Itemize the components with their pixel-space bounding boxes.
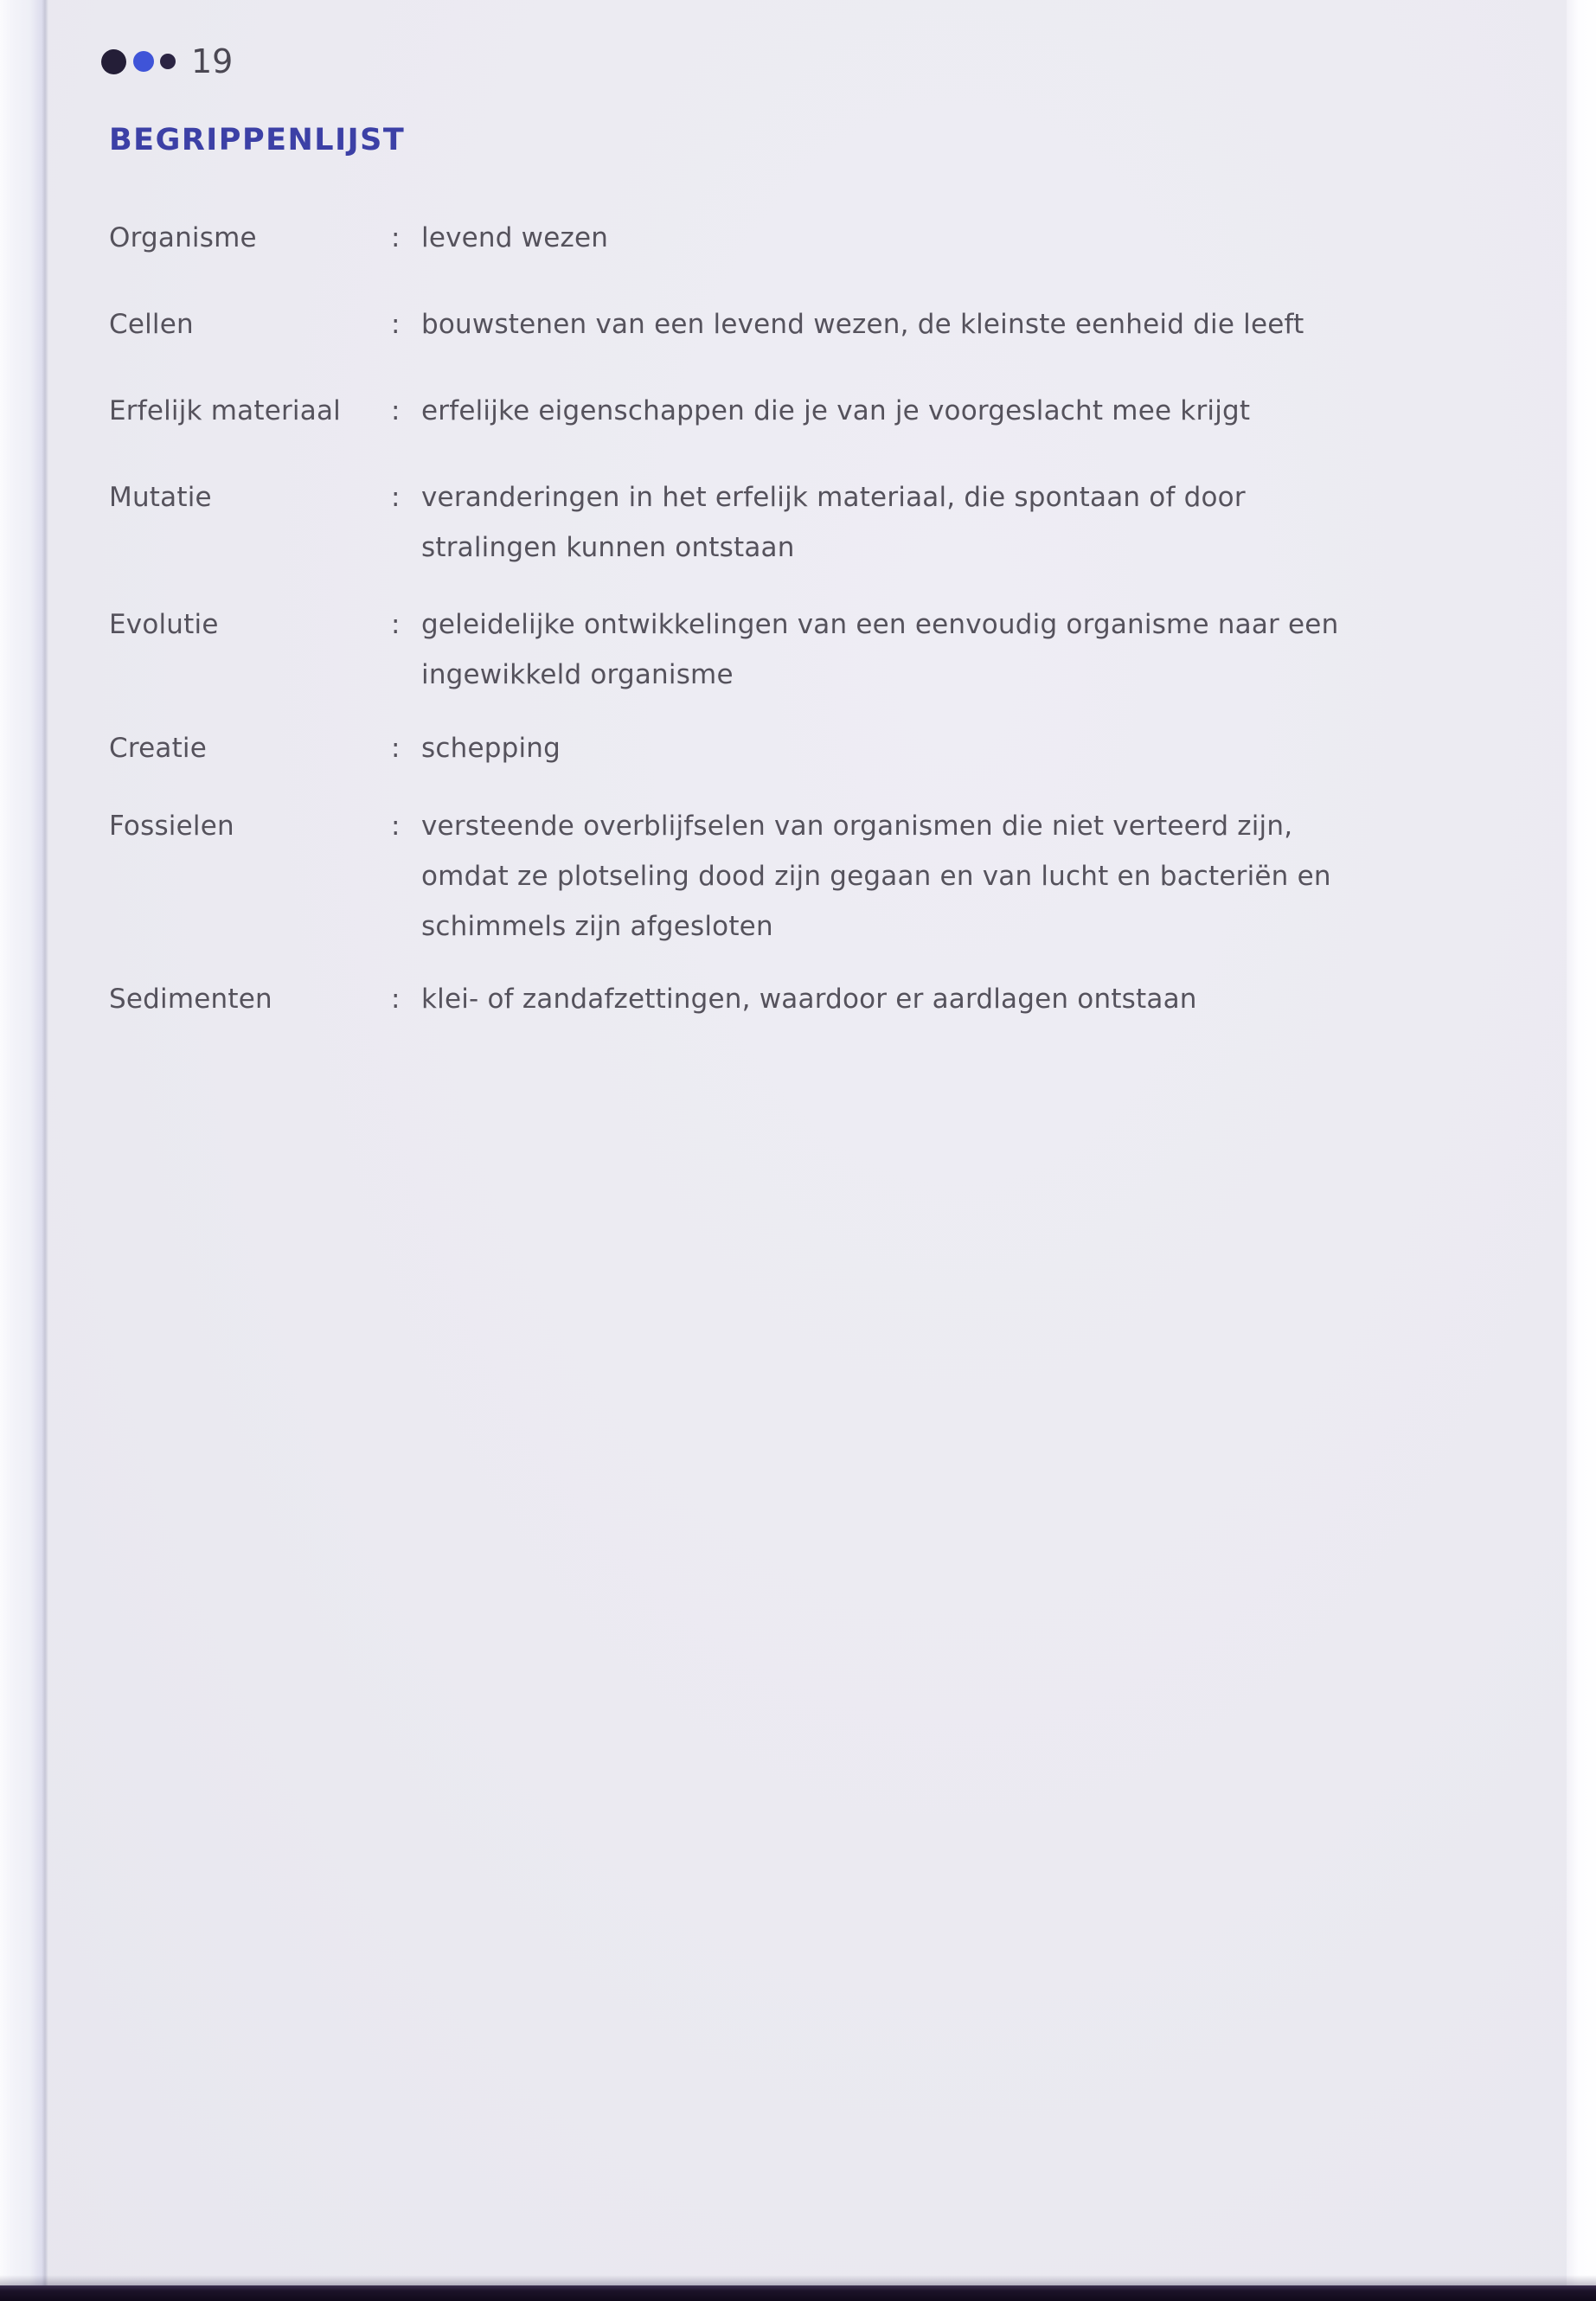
glossary-definition (421, 472, 1537, 573)
term-separator: : (391, 395, 401, 426)
bullet-dot-small-icon (160, 54, 176, 69)
glossary-term: Sedimenten (109, 984, 272, 1015)
page-title: BEGRIPPENLIJST (109, 123, 406, 157)
scan-bottom-edge (0, 2285, 1596, 2301)
glossary-definition (421, 974, 1537, 1024)
term-separator: : (391, 609, 401, 640)
definition-line: versteende overblijfselen van organismen die niet verteerd zijn, (421, 811, 1293, 842)
definition-line: omdat ze plotseling dood zijn gegaan en van lucht en bacteriën en (421, 861, 1331, 892)
glossary-definition (421, 386, 1537, 436)
definition-line: stralingen kunnen ontstaan (421, 532, 795, 563)
definition-line: bouwstenen van een levend wezen, de kleinste eenheid die leeft (421, 309, 1304, 340)
bullet-dot-blue-icon (133, 51, 154, 72)
glossary-term: Organisme (109, 222, 257, 253)
definition-line: geleidelijke ontwikkelingen van een eenvoudig organisme naar een (421, 609, 1339, 640)
glossary-term: Cellen (109, 309, 194, 340)
scan-left-edge (0, 0, 48, 2285)
term-separator: : (391, 984, 401, 1015)
glossary-definition (421, 801, 1537, 952)
definition-line: schepping (421, 733, 561, 764)
glossary-definition (421, 299, 1537, 349)
definition-line: schimmels zijn afgesloten (421, 911, 773, 942)
definition-line: klei- of zandafzettingen, waardoor er aardlagen ontstaan (421, 984, 1197, 1015)
definition-line: ingewikkeld organisme (421, 659, 734, 690)
glossary-definition (421, 723, 1537, 773)
term-separator: : (391, 222, 401, 253)
glossary-definition (421, 599, 1537, 700)
definition-line: veranderingen in het erfelijk materiaal, die spontaan of door (421, 482, 1246, 513)
page-number: 19 (191, 42, 234, 80)
glossary-term: Erfelijk materiaal (109, 395, 341, 426)
term-separator: : (391, 733, 401, 764)
page-header (101, 42, 234, 80)
term-separator: : (391, 811, 401, 842)
bullet-dot-large-icon (101, 49, 126, 74)
definition-line: levend wezen (421, 222, 609, 253)
glossary-term: Evolutie (109, 609, 219, 640)
definition-line: erfelijke eigenschappen die je van je voorgeslacht mee krijgt (421, 395, 1251, 426)
scan-right-edge (1567, 0, 1596, 2301)
term-separator: : (391, 482, 401, 513)
glossary-term: Fossielen (109, 811, 234, 842)
glossary-term: Mutatie (109, 482, 212, 513)
term-separator: : (391, 309, 401, 340)
glossary-term: Creatie (109, 733, 208, 764)
glossary-definition (421, 213, 1537, 263)
scan-bottom-shadow (0, 2275, 1596, 2285)
